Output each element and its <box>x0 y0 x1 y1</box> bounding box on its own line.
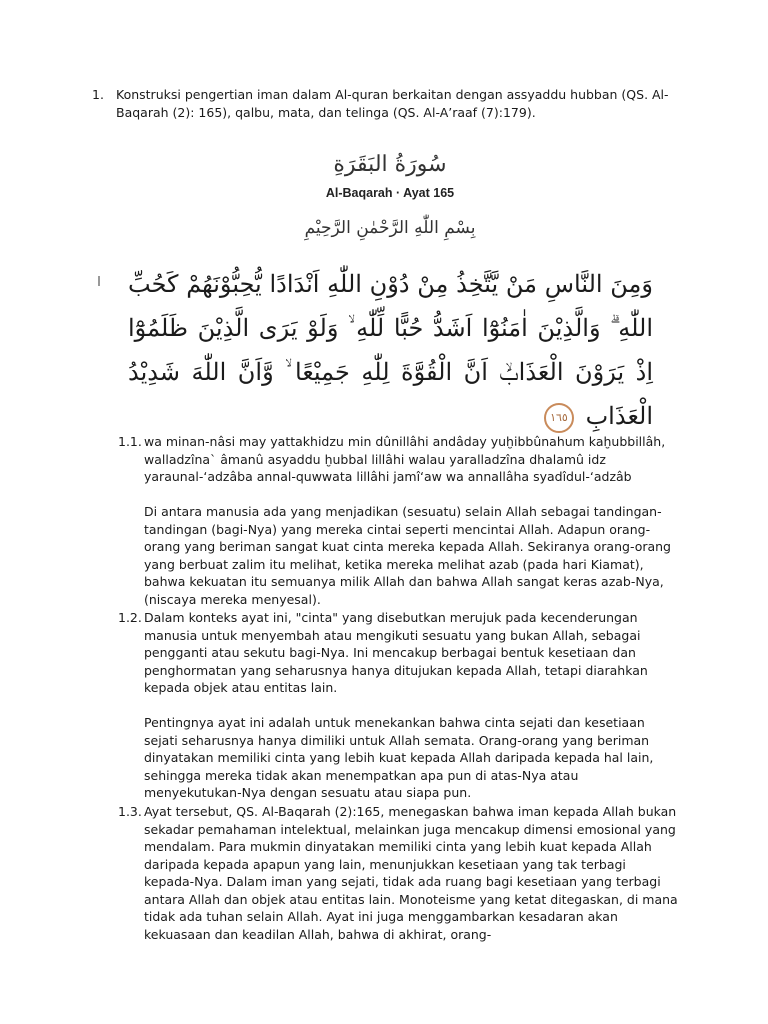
surah-caption: Al-Baqarah · Ayat 165 <box>325 186 455 200</box>
list-item-1 <box>92 86 682 122</box>
basmalah: بِسْمِ اللّٰهِ الرَّحْمٰنِ الرَّحِيْمِ <box>304 218 476 238</box>
paragraph: Ayat tersebut, QS. Al-Baqarah (2):165, menegaskan bahwa iman kepada Allah bukan sekadar pemahaman intelektual, melainkan juga mencakup dimensi emosional yang mendalam. Para mukmin dinyatakan memiliki cinta yang lebih kuat kepada Allah daripada kepada apapun yang lain, menunjukkan kesetiaan yang tak terbagi kepada-Nya. Dalam iman yang sejati, tidak ada ruang bagi kesetiaan yang terbagi antara Allah dan objek atau entitas lain. Monoteisme yang ketat ditegaskan, di mana tidak ada tuhan selain Allah. Ayat ini juga menggambarkan kesadaran akan kekuasaan dan keadilan Allah, bahwa di akhirat, orang- <box>144 804 678 942</box>
paragraph: Pentingnya ayat ini adalah untuk menekankan bahwa cinta sejati dan kesetiaan sejati seharusnya hanya dimiliki untuk Allah semata. Orang-orang yang beriman dinyatakan memiliki cinta yang lebih kuat kepada Allah daripada kepada hal lain, sehingga mereka tidak akan menempatkan apa pun di atas-Nya atau menyekutukan-Nya dengan sesuatu atau siapa pun. <box>144 715 654 800</box>
arabic-verse-text: وَمِنَ النَّاسِ مَنْ يَّتَّخِذُ مِنْ دُوْنِ اللّٰهِ اَنْدَادًا يُّحِبُّوْنَهُمْ كَحُبِّ اللّٰهِ ۗ وَالَّذِيْنَ اٰمَنُوْٓا اَشَدُّ حُبًّا لِّلّٰهِ ۙ وَلَوْ يَرَى الَّذِيْنَ ظَلَمُوْٓا اِذْ يَرَوْنَ الْعَذَابَۙ اَنَّ الْقُوَّةَ لِلّٰهِ جَمِيْعًا ۙ وَّاَنَّ اللّٰهَ شَدِيْدُ الْعَذَابِ <box>128 270 653 430</box>
surah-image <box>120 150 660 430</box>
paragraph: Dalam konteks ayat ini, "cinta" yang disebutkan merujuk pada kecenderungan manusia untuk menyembah atau mengikuti sesuatu yang bukan Allah, sebagai pengganti atau sekutu bagi-Nya. Ini mencakup berbagai bentuk kesetiaan dan penghormatan yang seharusnya hanya ditujukan kepada Allah, tetapi diarahkan kepada objek atau entitas lain. <box>144 610 648 695</box>
sub-item-number: 1.3. <box>118 804 142 819</box>
list-item-text: Konstruksi pengertian iman dalam Al-quran berkaitan dengan assyaddu hubban (QS. Al-Baqarah (2): 165), qalbu, mata, dan telinga (QS. Al-A’raaf (7):179). <box>116 87 669 120</box>
sub-item-1-2 <box>118 609 678 802</box>
arabic-verse <box>128 262 653 438</box>
transliteration-paragraph: wa minan-nâsi may yattakhidzu min dûnillâhi andâday yuḫibbûnahum kaḫubbillâh, walladzîna` âmanû asyaddu ḫubbal lillâhi walau yaralladzîna dhalamû idz yaraunal-‘adzâba annal-quwwata lillâhi jamî‘aw wa annallâha syadîdul-‘adzâb <box>144 434 666 484</box>
list-number: 1. <box>92 87 104 102</box>
sub-item-1-3 <box>118 803 678 943</box>
sub-item-number: 1.2. <box>118 610 142 625</box>
ayah-number-badge: ١٦٥ <box>544 403 574 433</box>
surah-title-calligraphy: سُورَةُ البَقَرَةِ <box>333 152 447 177</box>
cursor-mark <box>98 276 100 286</box>
sub-item-1-1 <box>118 433 678 608</box>
sub-item-number: 1.1. <box>118 434 142 449</box>
translation-paragraph: Di antara manusia ada yang menjadikan (sesuatu) selain Allah sebagai tandingan-tandingan (bagi-Nya) yang mereka cintai seperti mencintai Allah. Adapun orang-orang yang beriman sangat kuat cinta mereka kepada Allah. Sekiranya orang-orang yang berbuat zalim itu melihat, ketika mereka melihat azab (pada hari Kiamat), bahwa kekuatan itu semuanya milik Allah dan bahwa Allah sangat keras azab-Nya, (niscaya mereka menyesal). <box>144 504 671 607</box>
